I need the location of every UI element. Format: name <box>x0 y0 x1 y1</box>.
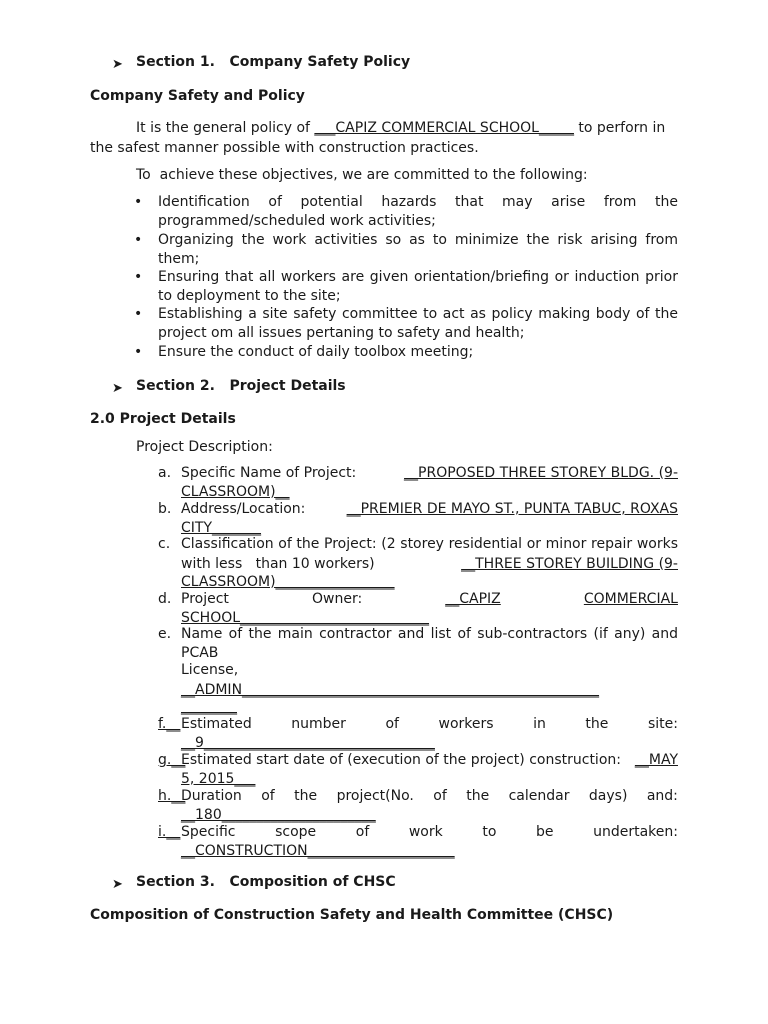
contractor-label-pcab: PCAB <box>181 645 219 661</box>
classification-value: __THREE STOREY BUILDING (9- <box>461 556 678 572</box>
start-date-row <box>181 752 678 768</box>
round-bullet-icon: • <box>134 269 143 285</box>
address-value-cont: CITY_______ <box>181 520 262 536</box>
objectives-list <box>90 194 678 364</box>
section-1-subheading: Company Safety and Policy <box>90 88 305 104</box>
scope-word: be <box>535 824 554 840</box>
bullet-line-1: Identification of potential hazards that may arise from the <box>158 194 678 210</box>
list-item <box>90 232 678 269</box>
contractor-label: Name of the main contractor and list of sub-contractors (if any) and <box>181 626 678 642</box>
classification-label: Classification of the Project: (2 storey residential or minor repair works <box>181 536 678 552</box>
scope-word: Specific <box>181 824 236 840</box>
owner-label-2: Owner: <box>311 591 363 607</box>
bullet-line-2: to deployment to the site; <box>158 288 341 304</box>
bullet-line-2: project om all issues pertaning to safety and health; <box>158 325 525 341</box>
policy-school-name: ___CAPIZ COMMERCIAL SCHOOL_____ <box>314 120 574 136</box>
start-date-value: __MAY <box>634 752 678 768</box>
duration-word: of <box>433 788 447 804</box>
contractor-label-license: License, <box>181 662 239 678</box>
item-marker: h.__ <box>158 788 186 804</box>
scope-value: __CONSTRUCTION_____________________ <box>181 843 455 859</box>
policy-line-2: the safest manner possible with construction practices. <box>90 140 479 156</box>
contractor-value: __ADMIN___________________________________________________ <box>181 682 600 698</box>
workers-value: __9_________________________________ <box>181 735 435 751</box>
start-date-label: Estimated start date of (execution of the project) construction: <box>181 752 621 768</box>
project-name-row <box>181 465 678 481</box>
scope-row <box>181 824 678 840</box>
bullet-line-2: them; <box>158 251 200 267</box>
project-name-label: Specific Name of Project: <box>181 465 357 481</box>
section-2-subheading: 2.0 Project Details <box>90 411 236 427</box>
contractor-value-cont: ________ <box>181 699 237 715</box>
owner-value-1: __CAPIZ <box>445 591 501 607</box>
arrowhead-bullet-icon: ➤ <box>112 57 123 72</box>
scope-word: scope <box>275 824 317 840</box>
owner-row <box>181 591 678 607</box>
address-value: __PREMIER DE MAYO ST., PUNTA TABUC, ROXAS <box>346 501 678 517</box>
item-marker: d. <box>158 591 172 607</box>
item-marker: g.__ <box>158 752 186 768</box>
project-name-value-cont: CLASSROOM)__ <box>181 484 290 500</box>
item-marker: i.__ <box>158 824 181 840</box>
workers-word: site: <box>647 716 678 732</box>
scope-word: undertaken: <box>593 824 678 840</box>
section-3-subheading: Composition of Construction Safety and Health Committee (CHSC) <box>90 907 614 923</box>
duration-value: __180______________________ <box>181 807 376 823</box>
duration-word: calendar <box>508 788 570 804</box>
bullet-line-1: Organizing the work activities so as to minimize the risk arising from <box>158 232 678 248</box>
classification-value-cont: CLASSROOM)_________________ <box>181 574 395 590</box>
owner-value-2: COMMERCIAL <box>583 591 678 607</box>
arrowhead-bullet-icon: ➤ <box>112 381 123 396</box>
round-bullet-icon: • <box>134 306 143 322</box>
classification-row <box>181 556 678 572</box>
duration-word: the <box>294 788 318 804</box>
owner-label-1: Project <box>181 591 229 607</box>
workers-word: the <box>585 716 609 732</box>
duration-word: and: <box>646 788 678 804</box>
project-name-value: __PROPOSED THREE STOREY BLDG. (9- <box>404 465 678 481</box>
scope-word: work <box>408 824 443 840</box>
round-bullet-icon: • <box>134 194 143 210</box>
list-item <box>90 344 678 364</box>
item-marker: f.__ <box>158 716 181 732</box>
policy-text-pre: It is the general policy of <box>136 120 315 136</box>
section-1-heading: Section 1. Company Safety Policy <box>136 54 411 70</box>
address-label: Address/Location: <box>181 501 306 517</box>
duration-word: Duration <box>181 788 242 804</box>
list-item <box>90 306 678 344</box>
classification-label-cont: with less than 10 workers) <box>181 556 380 572</box>
scope-word: to <box>482 824 497 840</box>
workers-row <box>181 716 678 732</box>
workers-word: of <box>385 716 399 732</box>
item-marker: e. <box>158 626 172 642</box>
workers-word: Estimated <box>181 716 252 732</box>
round-bullet-icon: • <box>134 344 143 360</box>
duration-row <box>181 788 678 804</box>
objectives-intro: To achieve these objectives, we are committed to the following: <box>136 167 588 183</box>
duration-word: of <box>261 788 275 804</box>
duration-word: days) <box>588 788 628 804</box>
section-3-heading: Section 3. Composition of CHSC <box>136 874 396 890</box>
bullet-line-1: Ensure the conduct of daily toolbox meeting; <box>158 344 474 360</box>
item-marker: b. <box>158 501 172 517</box>
item-marker: a. <box>158 465 172 481</box>
scope-word: of <box>355 824 370 840</box>
section-2-heading: Section 2. Project Details <box>136 378 346 394</box>
bullet-line-1: Ensuring that all workers are given orientation/briefing or induction prior <box>158 269 678 285</box>
start-date-value-cont: 5, 2015___ <box>181 771 256 787</box>
list-item <box>90 194 678 232</box>
bullet-line-2: programmed/scheduled work activities; <box>158 213 436 229</box>
round-bullet-icon: • <box>134 232 143 248</box>
address-row <box>181 501 678 517</box>
arrowhead-bullet-icon: ➤ <box>112 877 123 892</box>
workers-word: number <box>291 716 346 732</box>
policy-line-1 <box>136 120 678 136</box>
list-item <box>90 269 678 306</box>
duration-word: the <box>466 788 490 804</box>
bullet-line-1: Establishing a site safety committee to act as policy making body of the <box>158 306 678 322</box>
project-description-label: Project Description: <box>136 439 273 455</box>
policy-text-post: to perforn in <box>573 120 666 136</box>
workers-word: in <box>533 716 546 732</box>
item-marker: c. <box>158 536 171 552</box>
duration-word: project(No. <box>336 788 414 804</box>
owner-value-cont: SCHOOL___________________________ <box>181 610 430 626</box>
workers-word: workers <box>438 716 494 732</box>
